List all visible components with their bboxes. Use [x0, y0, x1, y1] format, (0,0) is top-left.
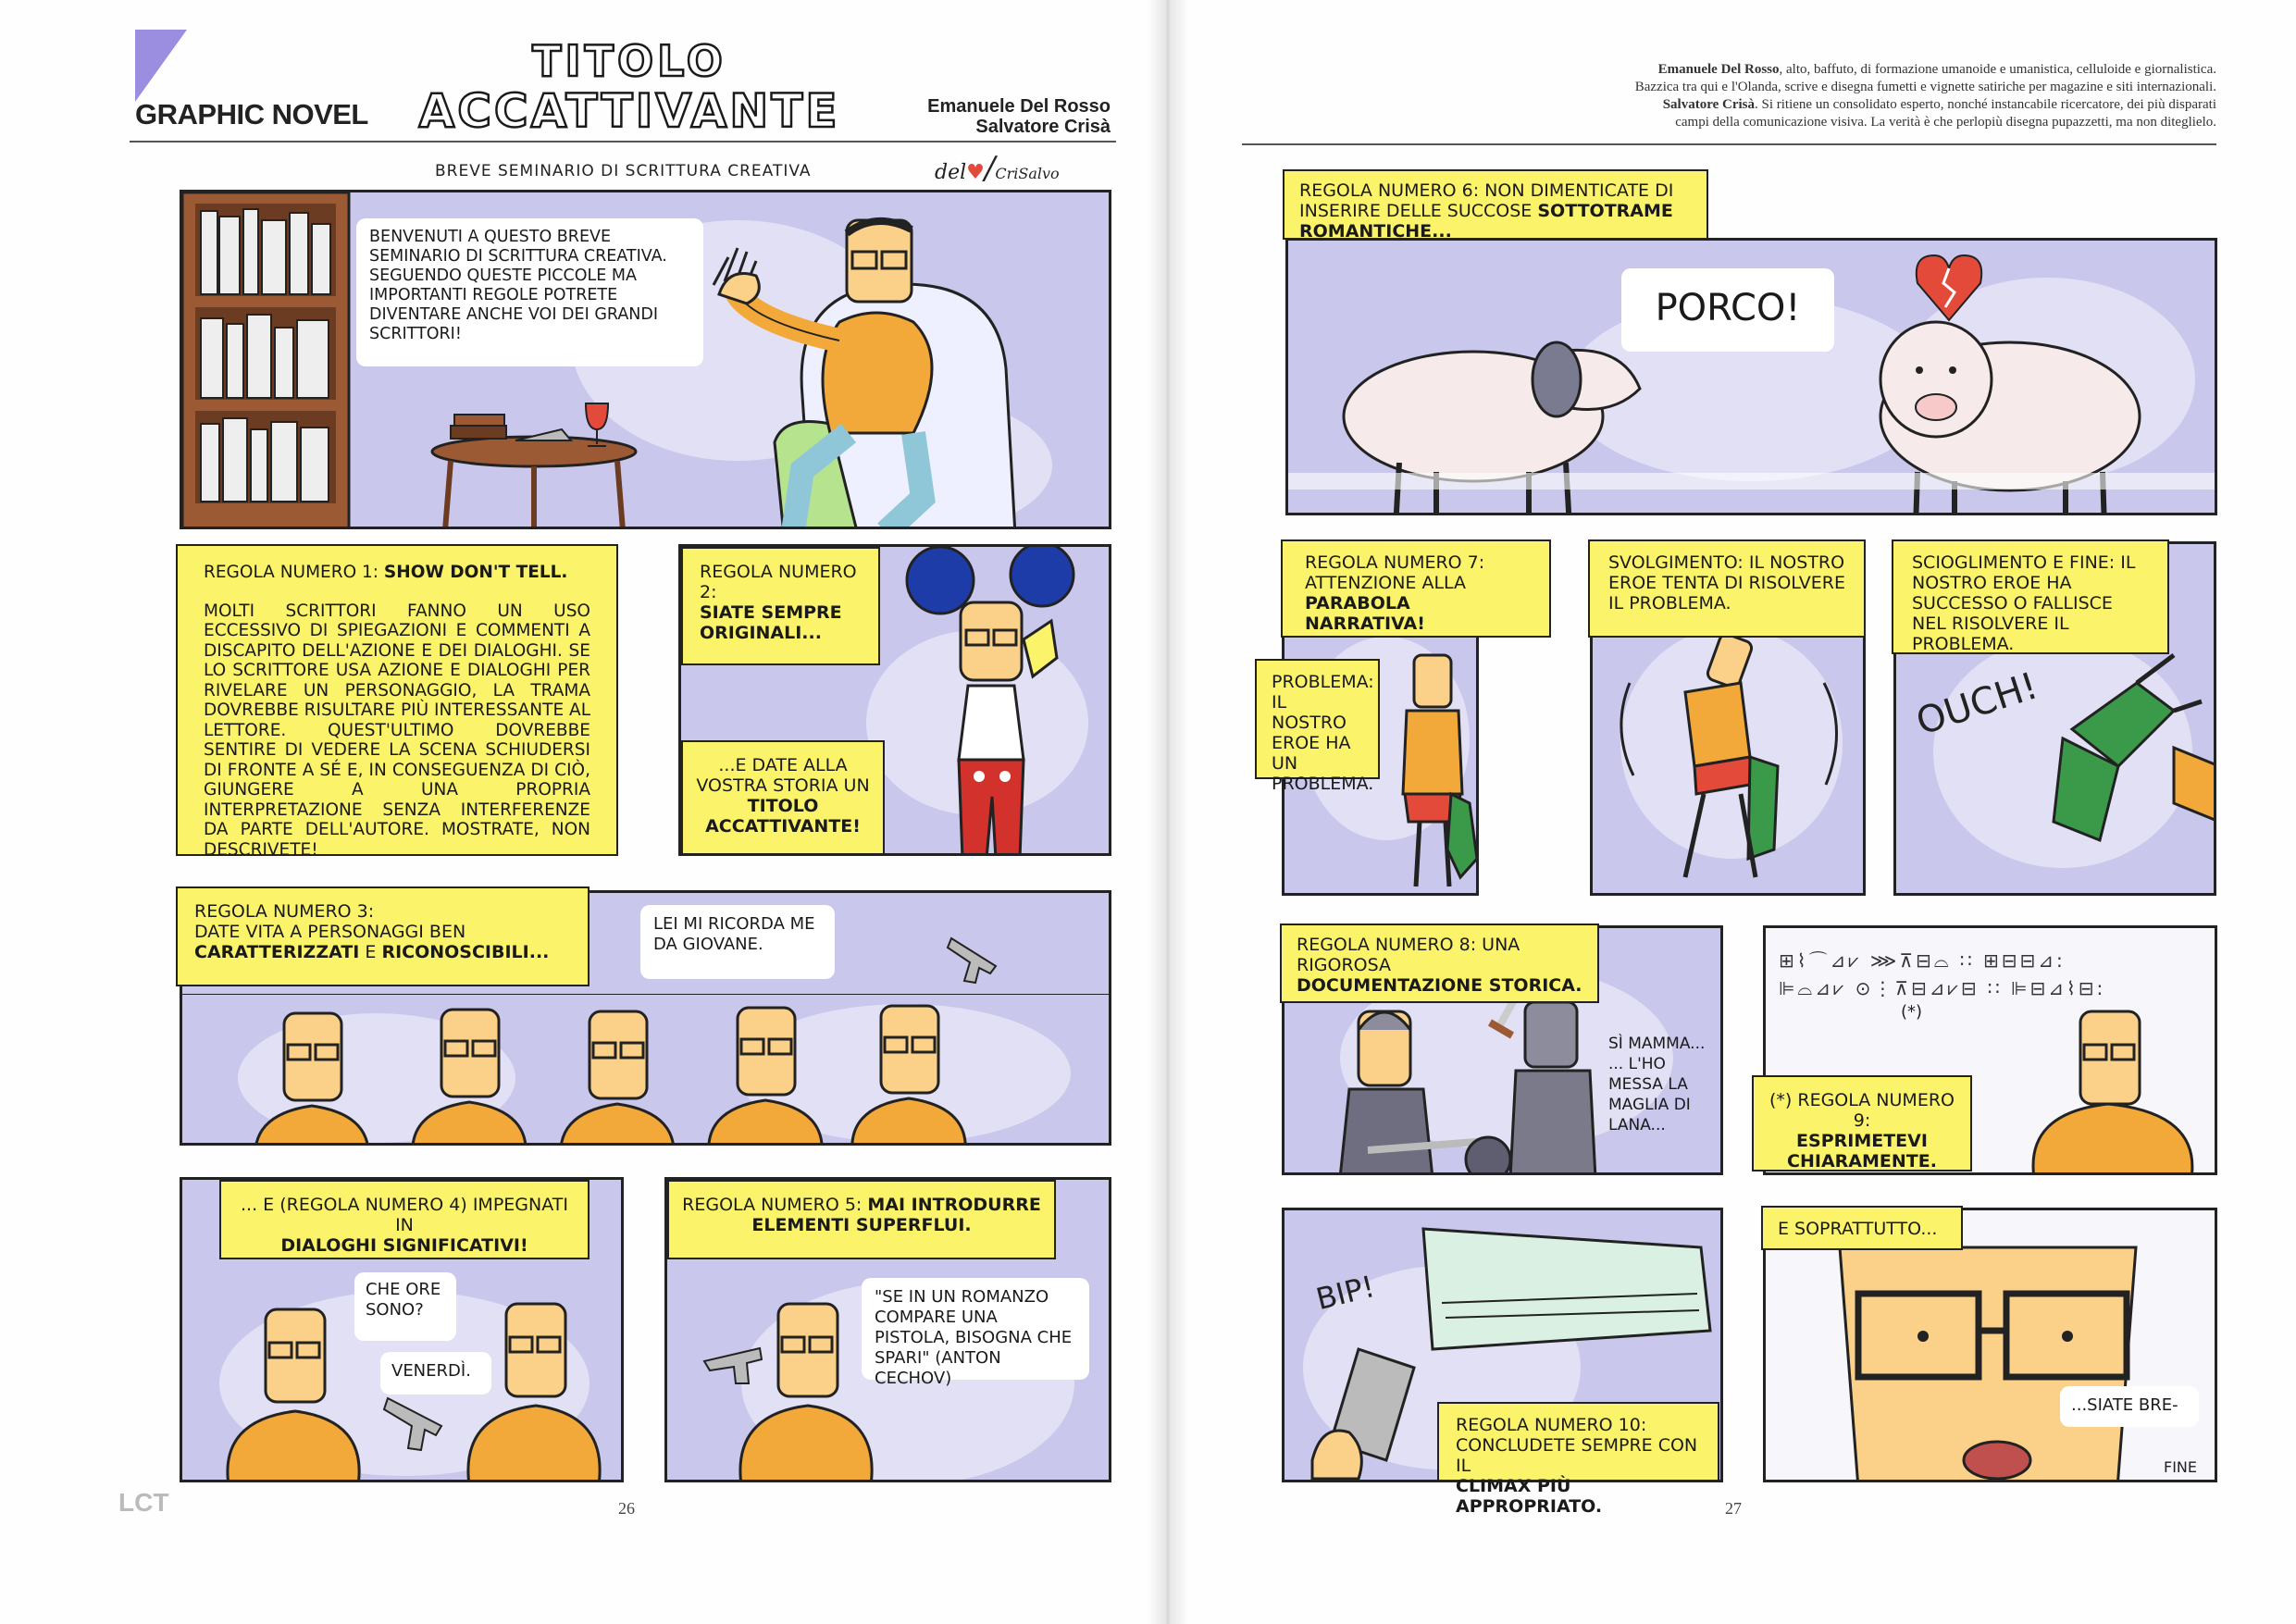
signature-left: del	[935, 161, 967, 184]
panel-rule-3	[180, 992, 1111, 1146]
porco-speech-bubble: PORCO!	[1621, 268, 1834, 352]
knight-left	[1340, 1011, 1510, 1175]
fine-label: FINE	[2164, 1458, 2197, 1476]
title-hint-caption: ...E DATE ALLA VOSTRA STORIA UN TITOLO ACCATTIVANTE!	[681, 740, 885, 856]
remote-control-icon	[1312, 1349, 1433, 1479]
rule-3-caption: REGOLA NUMERO 3: DATE VITA A PERSONAGGI BEN CARATTERIZZATI E RICONOSCIBILI...	[176, 886, 590, 986]
above-all-caption: E SOPRATTUTTO...	[1761, 1206, 1963, 1250]
answer-bubble: VENERDÌ.	[380, 1352, 491, 1395]
rule-1-body: MOLTI SCRITTORI FANNO UN USO ECCESSIVO DI SPIEGAZIONI E COMMENTI A DISCAPITO DELL'AZIONE E DEI DIALOGHI. SE LO SCRITTORE USA AZIONE E DIALOGHI PER RIVELARE UN PERSONAGGIO, LA TRAMA DOVREBBE RISULTARE PIÙ INTERESSANTE AL LETTORE. QUEST'ULTIMO DOVREBBE SENTIRE DI VEDERE LA SCENA SCHIUDERSI DI FRONTE A SÉ E, IN CONSEGUENZA DI CIÒ, GIUNGERE A UNA PROPRIA INTERPRETAZIONE SENZA INTERFERENZE DA PARTE DELL'AUTORE. MOSTRATE, NON DESCRIVETE!	[204, 601, 590, 860]
panel-rule-5	[664, 1177, 1111, 1482]
rule-6-caption: REGOLA NUMERO 6: NON DIMENTICATE DI INSERIRE DELLE SUCCOSE SOTTOTRAME ROMANTICHE...	[1283, 169, 1708, 240]
book-gutter	[1148, 0, 1188, 1624]
comic-title-line2: ACCATTIVANTE	[418, 84, 840, 138]
rule-5-caption: REGOLA NUMERO 5: MAI INTRODURRE ELEMENTI SUPERFLUI.	[667, 1180, 1056, 1259]
knight-phone-bubble: SÌ MAMMA... ... L'HO MESSA LA MAGLIA DI LANA...	[1608, 1035, 1706, 1134]
panel-rule-2	[678, 544, 1111, 856]
five-writer-heads	[182, 995, 1111, 1146]
writer-closeup	[1821, 1247, 2173, 1482]
welcome-speech-bubble: BENVENUTI A QUESTO BREVE SEMINARIO DI SCRITTURA CREATIVA. SEGUENDO QUESTE PICCOLE MA IMPORTANTI REGOLE POTRETE DIVENTARE ANCHE VOI DEI GRANDI SCRITTORI!	[356, 218, 703, 366]
page-number-left: 26	[618, 1499, 635, 1518]
bookshelf-icon	[182, 192, 367, 529]
rule-2-caption: REGOLA NUMERO 2: SIATE SEMPRE ORIGINALI...	[681, 547, 880, 665]
signature-right: CriSalvo	[995, 165, 1060, 182]
writer-puzzled	[2016, 1002, 2217, 1175]
corner-triangle-icon	[135, 30, 187, 102]
siate-bre-bubble: ...SIATE BRE-	[2060, 1386, 2199, 1427]
section-label: GRAPHIC NOVEL	[135, 98, 368, 130]
hieroglyph-row-2: ⊫⌓⊿⩗ ⊙⋮⊼⊟⊿⩗⊟ ∷ ⊫⊟⊿⌇⊟:	[1779, 977, 2106, 999]
heart-icon: ♥	[966, 161, 985, 184]
problem-caption: PROBLEMA: IL NOSTRO EROE HA UN PROBLEMA.	[1255, 659, 1380, 779]
mouse-ears-character	[903, 547, 1088, 856]
authors	[888, 96, 1111, 137]
hieroglyph-row-1: ⊞⌇⌒⊿⩗ ⋙⊼⊟⌓ ∷ ⊞⊟⊟⊿:	[1779, 949, 2066, 972]
revolver-icon	[384, 1398, 441, 1450]
bio-rule	[1242, 143, 2216, 145]
rule-7-caption: REGOLA NUMERO 7: ATTENZIONE ALLA PARABOLA NARRATIVA!	[1281, 539, 1551, 638]
signature: del♥/CriSalvo	[935, 150, 1060, 187]
ouch-sound-effect: OUCH!	[1911, 664, 2043, 744]
question-bubble: CHE ORE SONO?	[354, 1272, 456, 1341]
panel-rule-6	[1285, 238, 2217, 515]
comic-title	[416, 37, 842, 137]
author-2: Salvatore Crisà	[975, 117, 1111, 137]
side-table-icon	[423, 396, 645, 529]
broken-heart-icon	[1917, 255, 1981, 320]
header-rule	[130, 141, 1116, 143]
publisher-logo: LCT	[118, 1488, 169, 1517]
rule-3-speech-bubble: LEI MI RICORDA ME DA GIOVANE.	[640, 905, 835, 979]
pistol-pointing-icon	[704, 1348, 762, 1383]
author-1: Emanuele Del Rosso	[927, 96, 1111, 117]
panel-rule-4	[180, 1177, 624, 1482]
writer-character	[701, 192, 1071, 529]
development-caption: SVOLGIMENTO: IL NOSTRO EROE TENTA DI RISOLVERE IL PROBLEMA.	[1588, 539, 1866, 638]
bip-sound-effect: BIP!	[1312, 1268, 1379, 1318]
comic-subtitle: BREVE SEMINARIO DI SCRITTURA CREATIVA	[435, 162, 812, 180]
comic-title-line1: TITOLO	[532, 36, 726, 86]
rule-1-caption	[176, 544, 618, 860]
footnote-marker: (*)	[1901, 1002, 1923, 1022]
rule-10-caption: REGOLA NUMERO 10: CONCLUDETE SEMPRE CON IL CLIMAX PIÙ APPROPRIATO.	[1437, 1402, 1719, 1481]
rule-8-caption: REGOLA NUMERO 8: UNA RIGOROSA DOCUMENTAZIONE STORICA.	[1280, 924, 1599, 1003]
air-conditioner-icon	[1423, 1229, 1719, 1349]
authors-bio: Emanuele Del Rosso, alto, baffuto, di formazione umanoide e umanistica, celluloide e giornalistica. Bazzica tra qui e l'Olanda, scrive e disegna fumetti e vignette satiriche per magazine e siti internazionali. Salvatore Crisà. Si ritiene un consolidato esperto, nonché instancabile ricercatore, dei più disparati campi della comunicazione visiva. La verità è che perlopiù disegna pupazzetti, ma non diteglielo.	[1634, 62, 2216, 130]
rule-4-caption: ... E (REGOLA NUMERO 4) IMPEGNATI IN DIALOGHI SIGNIFICATIVI!	[219, 1180, 590, 1259]
panel-welcome	[180, 190, 1111, 529]
rule-1-title: REGOLA NUMERO 1: SHOW DON'T TELL.	[204, 563, 568, 582]
rule-9-caption: (*) REGOLA NUMERO 9: ESPRIMETEVI CHIARAMENTE.	[1752, 1075, 1972, 1172]
pistol-icon	[948, 925, 1012, 990]
page-number-right: 27	[1725, 1499, 1742, 1518]
writer-head	[255, 1013, 369, 1146]
cechov-quote-bubble: "SE IN UN ROMANZO COMPARE UNA PISTOLA, BISOGNA CHE SPARI" (ANTON CECHOV)	[862, 1278, 1089, 1380]
ending-caption: SCIOGLIMENTO E FINE: IL NOSTRO EROE HA SUCCESSO O FALLISCE NEL RISOLVERE IL PROBLEMA.	[1892, 539, 2169, 654]
hieroglyph-text	[1779, 947, 2204, 1002]
